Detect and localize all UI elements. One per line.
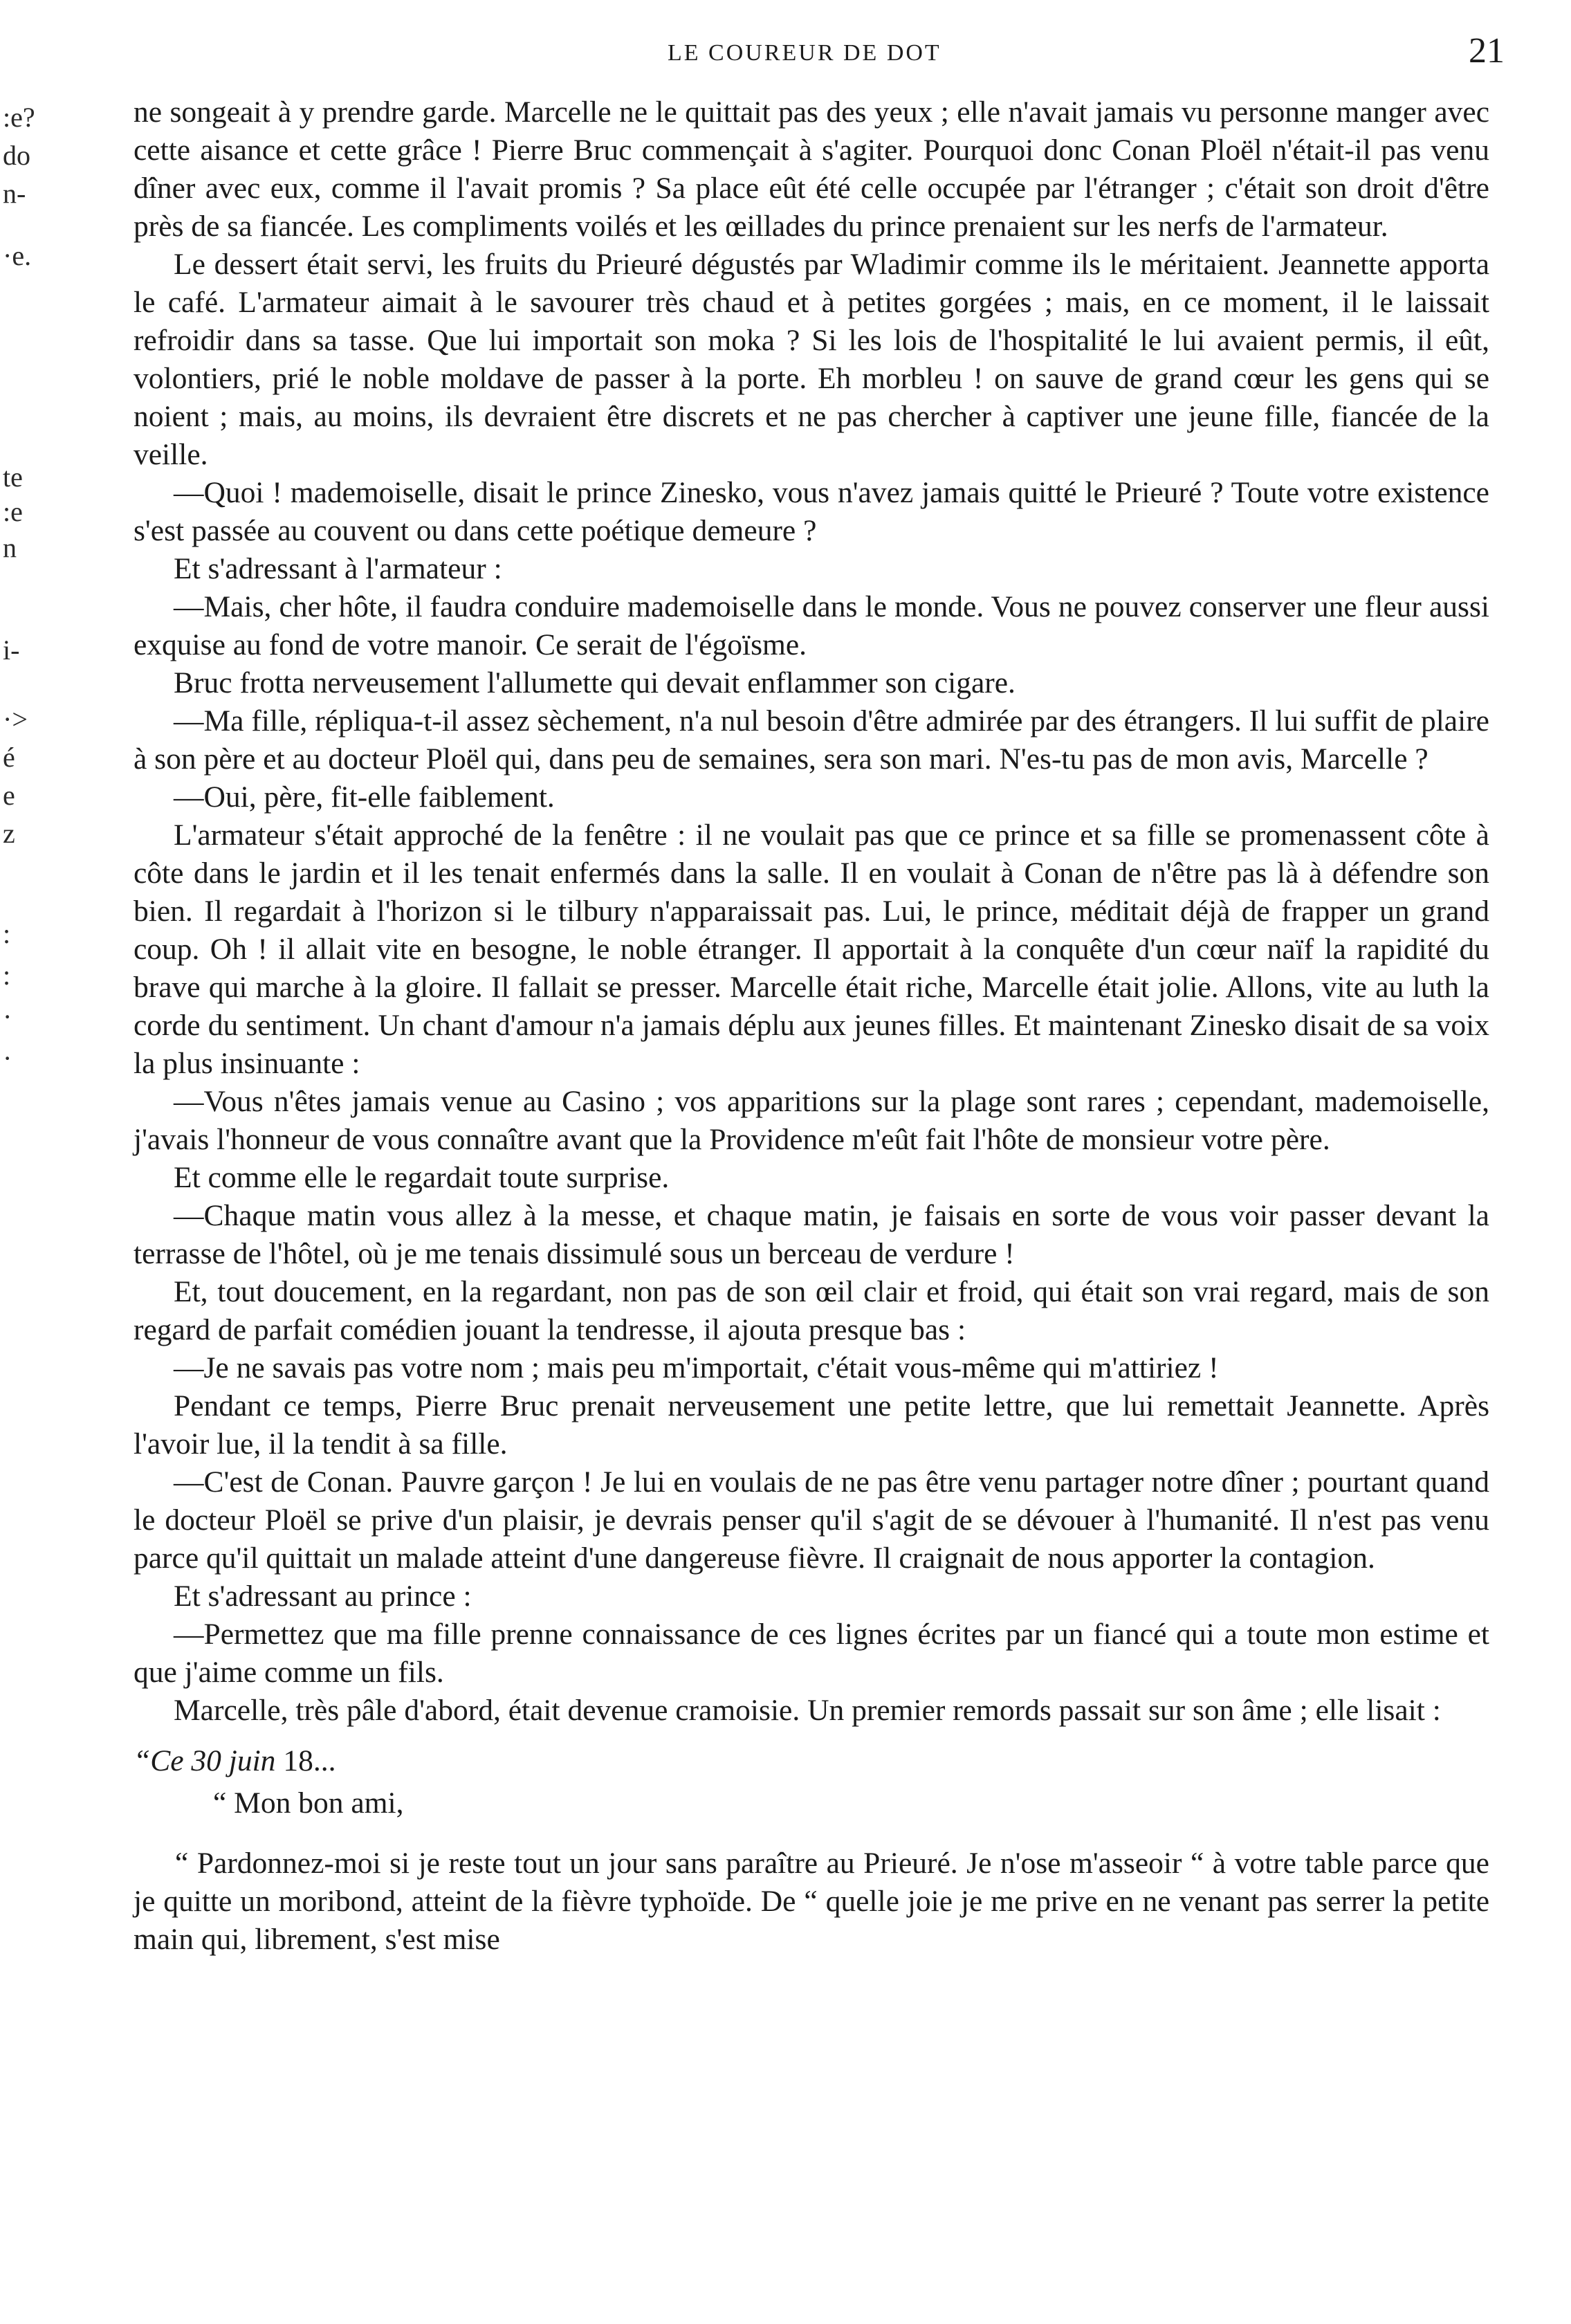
edge-fragment: z [3,818,15,849]
paragraph: Pendant ce temps, Pierre Bruc prenait nerveusement une petite lettre, que lui remettait Jeannette. Après l'avoir lue, il la tendit à sa fille. [134,1389,1489,1461]
running-title: LE COUREUR DE DOT [668,40,941,66]
edge-fragment: :e? [3,102,35,133]
paragraph: —Oui, père, fit-elle faiblement. [174,780,555,814]
paragraph: —Vous n'êtes jamais venue au Casino ; vos apparitions sur la plage sont rares ; cependant, mademoiselle, j'avais l'honneur de vous connaître avant que la Providence m'eût fait l'hôte de monsieur votre père. [134,1085,1489,1156]
edge-fragment: n [3,532,17,563]
dateline-year: 18... [283,1744,336,1777]
edge-fragment: é [3,742,15,773]
letter-salutation: “ Mon bon ami, [213,1786,404,1820]
paragraph: Et, tout doucement, en la regardant, non pas de son œil clair et froid, qui était son vrai regard, mais de son regard de parfait comédien jouant la tendresse, il ajouta presque bas : [134,1275,1489,1346]
edge-fragment: : [3,918,11,949]
edge-fragment: n- [3,178,26,209]
paragraph: Et comme elle le regardait toute surprise. [174,1161,670,1194]
paragraph: Marcelle, très pâle d'abord, était devenue cramoisie. Un premier remords passait sur son âme ; elle lisait : [174,1694,1441,1727]
paragraph: L'armateur s'était approché de la fenêtre : il ne voulait pas que ce prince et sa fille se promenassent côte à côte dans le jardin et il les tenait enfermés dans la salle. Il en voulait à Conan de n'être pas là à défendre son bien. Il regardait à l'horizon si le tilbury n'apparaissait pas. Lui, le prince, méditait déjà de frapper un grand coup. Oh ! il allait vite en besogne, le noble étranger. Il apportait à la conquête d'un cœur naïf la rapidité du brave qui marche à la gloire. Il fallait se presser. Marcelle était riche, Marcelle était jolie. Allons, vite au luth la corde du sentiment. Un chant d'amour n'a jamais déplu aux jeunes filles. Et maintenant Zinesko disait de sa voix la plus insinuante : [134,818,1489,1080]
paragraph: —Permettez que ma fille prenne connaissance de ces lignes écrites par un fiancé qui a toute mon estime et que j'aime comme un fils. [134,1618,1489,1689]
page-header [121,21,1505,83]
page-number: 21 [1469,31,1505,71]
edge-fragment: do [3,140,30,171]
paragraph: —Mais, cher hôte, il faudra conduire mademoiselle dans le monde. Vous ne pouvez conserver une fleur aussi exquise au fond de votre manoir. Ce serait de l'égoïsme. [134,590,1489,661]
paragraph: Et s'adressant au prince : [174,1580,472,1613]
paragraph: ne songeait à y prendre garde. Marcelle ne le quittait pas des yeux ; elle n'avait jamais vu personne manger avec cette aisance et cette grâce ! Pierre Bruc commençait à s'agiter. Pourquoi donc Conan Ploël n'était-il pas venu dîner avec eux, comme il l'avait promis ? Sa place eût été celle occupée par l'étranger ; c'était son droit d'être près de sa fiancée. Les compliments voilés et les œillades du prince prenaient sur les nerfs de l'armateur. [134,95,1489,243]
paragraph: —Quoi ! mademoiselle, disait le prince Zinesko, vous n'avez jamais quitté le Prieuré ? Toute votre existence s'est passée au couvent ou dans cette poétique demeure ? [134,476,1489,547]
dateline-prefix: “Ce 30 [134,1744,221,1777]
edge-fragment: i- [3,634,20,666]
edge-fragment: te [3,461,23,493]
edge-fragment: · [3,1001,12,1032]
dateline-month: juin [228,1744,276,1777]
paragraph: —Chaque matin vous allez à la messe, et chaque matin, je faisais en sorte de vous voir passer devant la terrasse de l'hôtel, où je me tenais dissimulé sous un berceau de verdure ! [134,1199,1489,1270]
page-body-text [134,93,1489,1959]
paragraph: —Je ne savais pas votre nom ; mais peu m'importait, c'était vous-même qui m'attiriez ! [174,1351,1219,1384]
paragraph: —C'est de Conan. Pauvre garçon ! Je lui en voulais de ne pas être venu partager notre dîner ; pourtant quand le docteur Ploël se prive d'un plaisir, je devrais penser qu'il s'agit de se dévouer à l'humanité. Il n'est pas venu parce qu'il quittait un malade atteint d'une dangereuse fièvre. Il craignait de nous apporter la contagion. [134,1465,1489,1575]
edge-fragment: ·e. [3,240,32,271]
paragraph: Et s'adressant à l'armateur : [174,552,502,585]
letter-dateline [134,1742,1489,1780]
edge-fragment: :e [3,496,23,527]
edge-fragment: · [3,1043,12,1074]
paragraph: —Ma fille, répliqua-t-il assez sèchement, n'a nul besoin d'être admirée par des étrangers. Il lui suffit de plaire à son père et au docteur Ploël qui, dans peu de semaines, sera son mari. N'es-tu pas de mon avis, Marcelle ? [134,704,1489,776]
letter-body: “ Pardonnez-moi si je reste tout un jour sans paraître au Prieuré. Je n'ose m'asseoir “ à votre table parce que je quitte un moribond, atteint de la fièvre typhoïde. De “ quelle joie je me prive en ne venant pas serrer la petite main qui, librement, s'est mise [134,1847,1489,1956]
edge-fragment: : [3,960,11,991]
edge-fragment: e [3,780,15,811]
paragraph: Bruc frotta nerveusement l'allumette qui devait enflammer son cigare. [174,666,1016,699]
quoted-letter [134,1742,1489,1959]
edge-fragment: ·> [3,704,28,735]
paragraph: Le dessert était servi, les fruits du Prieuré dégustés par Wladimir comme ils le méritaient. Jeannette apporta le café. L'armateur aimait à le savourer très chaud et à petites gorgées ; mais, en ce moment, il le laissait refroidir dans sa tasse. Que lui importait son moka ? Si les lois de l'hospitalité le lui avaient permis, il eût, volontiers, prié le noble moldave de passer à la porte. Eh morbleu ! on sauve de grand cœur les gens qui se noient ; mais, au moins, ils devraient être discrets et ne pas chercher à captiver une jeune fille, fiancée de la veille. [134,248,1489,471]
